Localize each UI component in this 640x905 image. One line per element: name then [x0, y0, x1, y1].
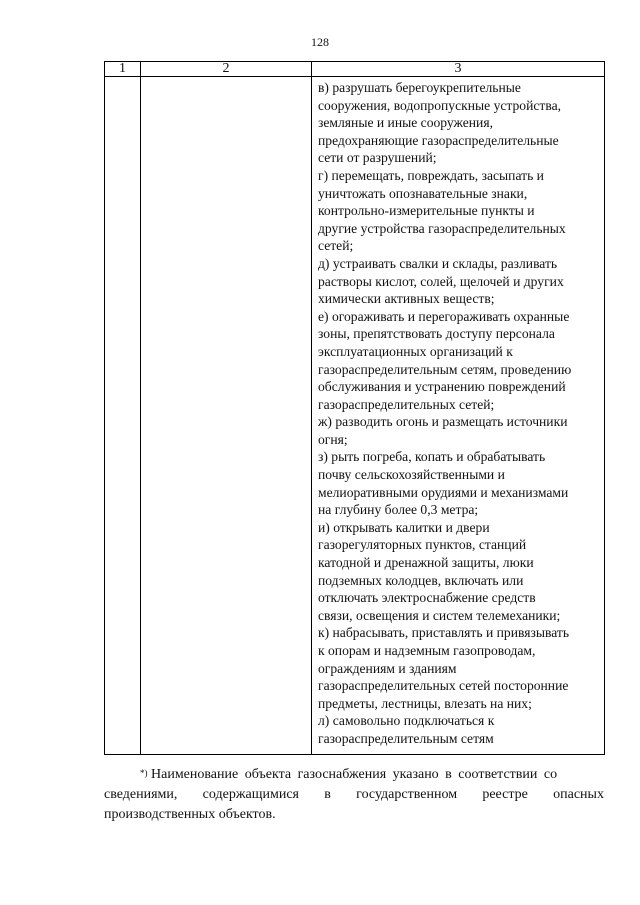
column-3-cell [312, 77, 605, 755]
table-header-row [105, 62, 605, 77]
footnote-marker: *) [140, 768, 148, 778]
footnote-line-2 [104, 785, 604, 805]
text-line: и) открывать калитки и двери [318, 519, 490, 535]
text-line: г) перемещать, повреждать, засыпать и [318, 167, 544, 183]
text-line: з) рыть погреба, копать и обрабатывать [318, 449, 546, 465]
footnote-line-1 [104, 765, 604, 785]
text-line: газораспределительных сетей; [318, 396, 495, 412]
text-line: д) устраивать свалки и склады, разливать [318, 255, 558, 271]
text-line: химически активных веществ; [318, 291, 495, 307]
text-line: уничтожать опознавательные знаки, [318, 185, 528, 201]
text-line: отключать электроснабжение средств [318, 590, 536, 606]
text-line: огня; [318, 431, 348, 447]
text-line: е) огораживать и перегораживать охранные [318, 308, 570, 324]
text-line: л) самовольно подключаться к [318, 713, 495, 729]
text-line: подземных колодцев, включать или [318, 572, 524, 588]
text-line: катодной и дренажной защиты, люки [318, 555, 534, 571]
prohibitions-list [312, 77, 604, 748]
text-line: сооружения, водопропускные устройства, [318, 97, 562, 113]
text-line: растворы кислот, солей, щелочей и других [318, 273, 564, 289]
text-line: другие устройства газораспределительных [318, 220, 566, 236]
footnote-word: в [324, 787, 331, 802]
table-row [105, 77, 605, 755]
column-2-cell [141, 77, 312, 755]
text-line: газораспределительным сетям [318, 730, 494, 746]
text-line: земляные и иные сооружения, [318, 115, 493, 131]
footnote-word: содержащимися [202, 787, 299, 802]
column-header-3: 3 [312, 62, 605, 77]
text-line: ж) разводить огонь и размещать источники [318, 414, 568, 430]
text-line: предметы, лестницы, влезать на них; [318, 695, 532, 711]
text-line: газорегуляторных пунктов, станций [318, 537, 527, 553]
column-header-2: 2 [141, 62, 312, 77]
column-1-cell [105, 77, 141, 755]
text-line: предохраняющие газораспределительные [318, 132, 559, 148]
text-line: почву сельскохозяйственными и [318, 467, 505, 483]
text-line: на глубину более 0,3 метра; [318, 502, 479, 518]
column-header-1: 1 [105, 62, 141, 77]
text-line: мелиоративными орудиями и механизмами [318, 484, 569, 500]
text-line: обслуживания и устранению повреждений [318, 379, 566, 395]
text-line: зоны, препятствовать доступу персонала [318, 326, 555, 342]
text-line: к) набрасывать, приставлять и привязывать [318, 625, 570, 641]
text-line: к опорам и надземным газопроводам, [318, 643, 536, 658]
text-line: связи, освещения и систем телемеханики; [318, 607, 561, 623]
text-line: в) разрушать берегоукрепительные [318, 80, 521, 95]
text-line: ограждениям и зданиям [318, 660, 457, 676]
text-line: контрольно-измерительные пункты и [318, 203, 535, 219]
text-line: сети от разрушений; [318, 150, 437, 166]
text-line: газораспределительным сетям, проведению [318, 361, 572, 377]
page-number: 128 [311, 35, 329, 49]
text-line: газораспределительных сетей посторонние [318, 678, 569, 694]
footnote-word: государственном [356, 787, 458, 802]
footnote-word: сведениями, [104, 787, 178, 802]
footnote-line-3: производственных объектов. [104, 807, 276, 822]
text-line: сетей; [318, 238, 354, 254]
footnote-word: реестре [482, 787, 528, 802]
footnote [104, 765, 604, 825]
footnote-word: опасных [553, 787, 604, 802]
footnote-text-1: Наименование объекта газоснабжения указано в соответствии со [151, 767, 558, 782]
text-line: эксплуатационных организаций к [318, 343, 513, 359]
requirements-table [104, 61, 605, 755]
